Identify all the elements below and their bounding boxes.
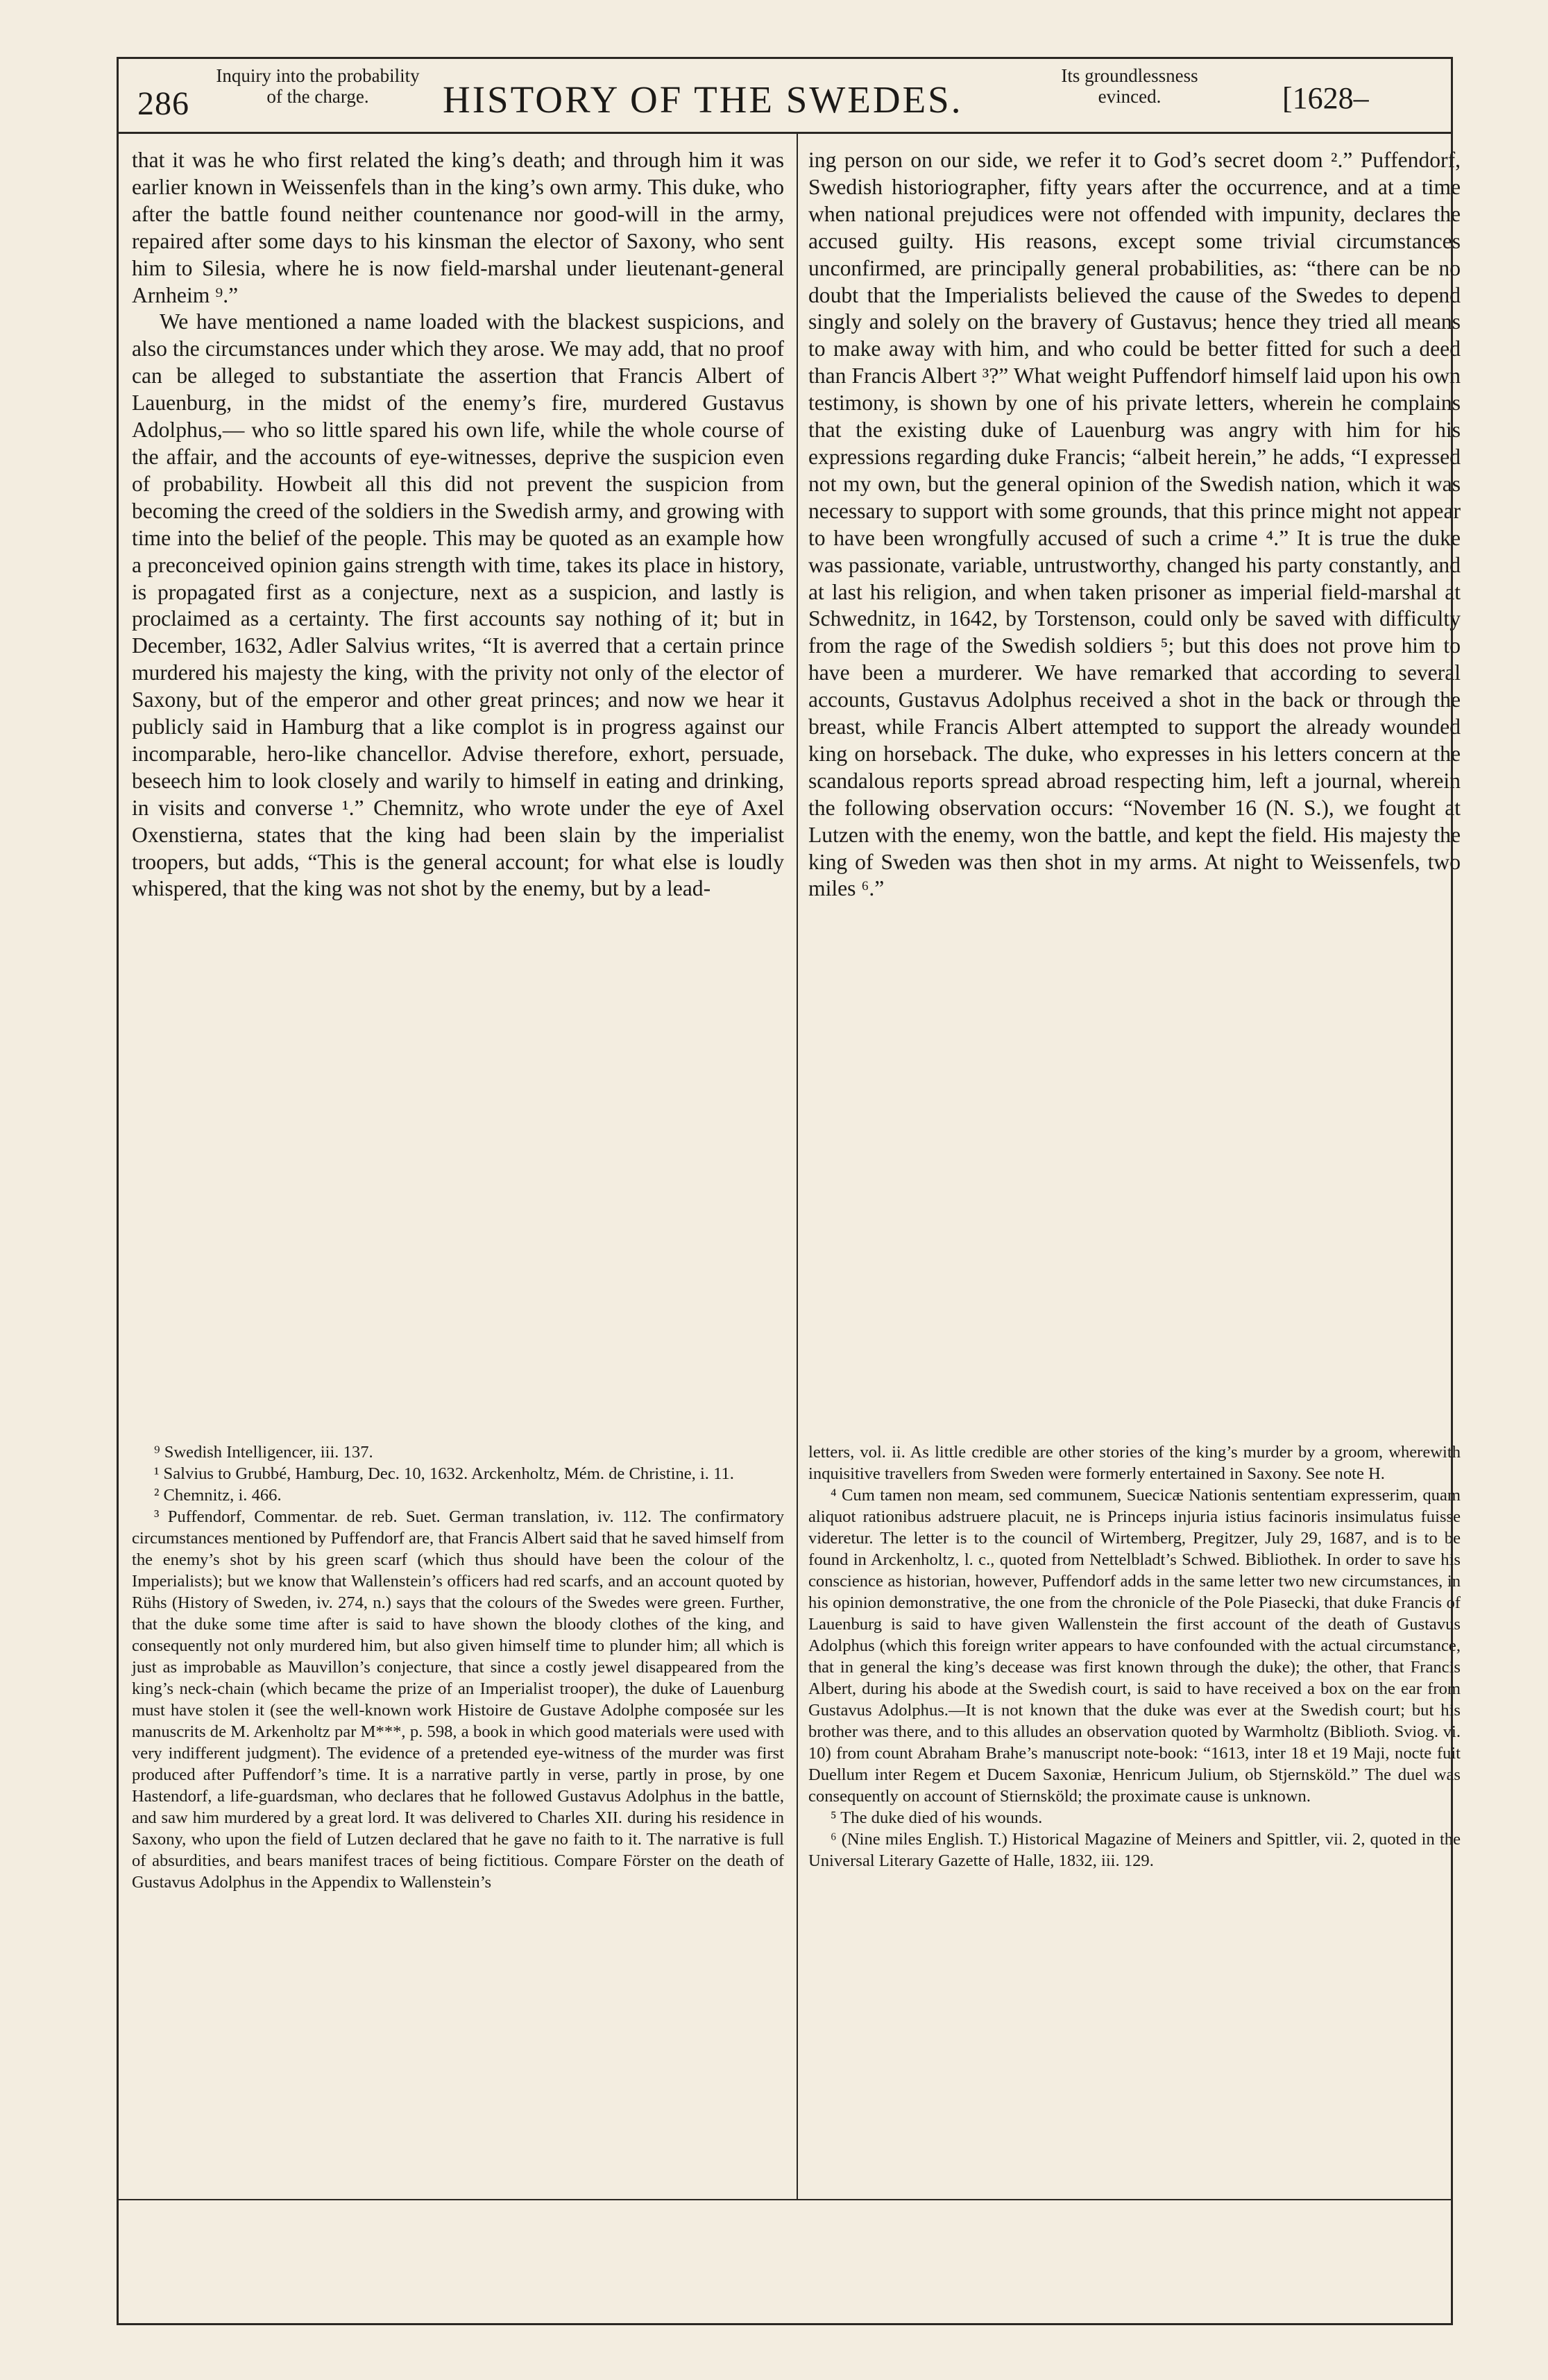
running-title: HISTORY OF THE SWEDES. (443, 78, 963, 121)
bottom-rule (117, 2199, 1453, 2200)
footnote-2: ² Chemnitz, i. 466. (154, 1486, 282, 1505)
footnote-9: ⁹ Swedish Intelligencer, iii. 137. (154, 1443, 373, 1462)
running-header (117, 57, 1453, 132)
right-note-line2: evinced. (1098, 86, 1162, 107)
footnote-3-continued: letters, vol. ii. As little credible are other stories of the king’s murder by a groom, wherewith inquisitive travellers from Sweden were formerly entertained in Saxony. See note H. (808, 1443, 1461, 1483)
header-rule (117, 132, 1453, 134)
left-footnotes (132, 1441, 784, 1893)
right-marginal-note (1019, 65, 1241, 107)
footnote-3: ³ Puffendorf, Commentar. de reb. Suet. German translation, iv. 112. The confirmatory circumstances mentioned by Puffendorf are, that Francis Albert said that he saved himself from the enemy’s shot by his green scarf (which thus should have been the colour of the Imperialists); but we know that Wallenstein’s officers had red scarfs, and an account quoted by Rühs (History of Sweden, iv. 274, n.) says that the colours of the Swedes were green. Further, that the duke some time after is said to have shown the bloody clothes of the king, and consequently not only murdered him, but also given himself time to plunder him; all which is just as improbable as Mauvillon’s conjecture, that since a costly jewel disappeared from the king’s neck-chain (which became the prize of an Imperialist trooper), the duke of Lauenburg must have stolen it (see the well-known work Histoire de Gustave Adolphe composée sur les manuscrits de M. Arkenholtz par M***, p. 598, a book in which good materials were used with very indifferent judgment). The evidence of a pretended eye-witness of the murder was first produced after Puffendorf’s time. It is a narrative partly in verse, partly in prose, by one Hastendorf, a life-guardsman, who declares that he followed Gustavus Adolphus in the battle, and saw him murdered by a great lord. It was delivered to Charles XII. during his residence in Saxony, who upon the field of Lutzen declared that he gave no faith to it. The narrative is full of absurdities, and bears manifest traces of being fictitious. Compare Förster on the death of Gustavus Adolphus in the Appendix to Wallenstein’s (132, 1507, 784, 1892)
left-paragraph-1: that it was he who first related the king’s death; and through him it was earlier known in Weissenfels than in the king’s own army. This duke, who after the battle found neither countenance nor good-will in the army, repaired after some days to his kinsman the elector of Saxony, who sent him to Silesia, where he is now field-marshal under lieutenant-general Arnheim ⁹.” (132, 148, 784, 307)
left-marginal-note (214, 65, 422, 107)
footnote-4: ⁴ Cum tamen non meam, sed communem, Suecicæ Nationis sententiam expresserim, quam aliquot rationibus adstruere placuit, ne is Princeps injuria istius facinoris insimulatus fuisse videretur. The letter is to the council of Wirtemberg, Pregitzer, July 29, 1687, and is to be found in Arckenholtz, l. c., quoted from Nettelbladt’s Schwed. Bibliothek. In order to save his conscience as historian, however, Puffendorf adds in the same letter two new circumstances, in his opinion demonstrative, the one from the chronicle of the Pole Piasecki, that duke Francis of Lauenburg is said to have given Wallenstein the first account of the death of Gustavus Adolphus (which this foreign writer appears to have confounded with the actual circumstance, that in general the king’s decease was first known through the duke); the other, that Francis Albert, during his abode at the Swedish court, is said to have received a box on the ear from Gustavus Adolphus.—It is not known that the duke was ever at the Swedish court; but his brother was there, and to this alludes an observation quoted by Warmholtz (Biblioth. Sviog. vi. 10) from count Abraham Brahe’s manuscript note-book: “1613, inter 18 et 19 Maji, nocte fuit Duellum inter Regem et Ducem Saxoniæ, Henricum Julium, ob Stjernsköld.” The duel was consequently on account of Stiernsköld; the proximate cause is unknown. (808, 1486, 1461, 1806)
footnote-1: ¹ Salvius to Grubbé, Hamburg, Dec. 10, 1632. Arckenholtz, Mém. de Christine, i. 11. (154, 1464, 734, 1483)
right-column (808, 147, 1461, 2200)
left-paragraph-2: We have mentioned a name loaded with the blackest suspicions, and also the circumstances under which they arose. We may add, that no proof can be alleged to substantiate the assertion that Francis Albert of Lauenburg, in the midst of the enemy’s fire, murdered Gustavus Adolphus,— who so little spared his own life, while the whole course of the affair, and the accounts of eye-witnesses, deprive the suspicion even of probability. Howbeit all this did not prevent the suspicion from becoming the creed of the soldiers in the Swedish army, and growing with time into the belief of the people. This may be quoted as an example how a preconceived opinion gains strength with time, takes its place in history, is propagated first as a conjecture, next as a suspicion, and lastly is proclaimed as a certainty. The first accounts say nothing of it; but in December, 1632, Adler Salvius writes, “It is averred that a certain prince murdered his majesty the king, with the privity not only of the elector of Saxony, but of the emperor and other great princes; and now we hear it publicly said in Hamburg that a like complot is in progress against our incomparable, hero-like chancellor. Advise therefore, exhort, persuade, beseech him to look closely and warily to himself in eating and drinking, in visits and converse ¹.” Chemnitz, who wrote under the eye of Axel Oxenstierna, states that the king had been slain by the imperialist troopers, but adds, “This is the general account; for what else is loudly whispered, that the king was not shot by the enemy, but by a lead- (132, 309, 784, 901)
column-divider (797, 132, 798, 2199)
right-note-line1: Its groundlessness (1061, 65, 1198, 86)
year-range: [1628– (1282, 81, 1369, 115)
left-note-line2: of the charge. (266, 86, 369, 107)
left-note-line1: Inquiry into the probability (216, 65, 420, 86)
right-paragraph-1: ing person on our side, we refer it to God’s secret doom ².” Puffendorf, Swedish historiographer, fifty years after the occurrence, and at a time when national prejudices were not offended with impunity, declares the accused guilty. His reasons, except some trivial circumstances unconfirmed, are principally general probabilities, as: “there can be no doubt that the Imperialists believed the cause of the Swedes to depend singly and solely on the bravery of Gustavus; hence they tried all means to make away with him, and who could be better fitted for such a deed than Francis Albert ³?” What weight Puffendorf himself laid upon his own testimony, is shown by one of his private letters, wherein he complains that the existing duke of Lauenburg was angry with him for his expressions regarding duke Francis; “albeit herein,” he adds, “I expressed not my own, but the general opinion of the Swedish nation, which it was necessary to support with some grounds, that this prince might not appear to have been wrongfully accused of such a crime ⁴.” It is true the duke was passionate, variable, untrustworthy, changed his party constantly, and at last his religion, and when taken prisoner as imperial field-marshal at Schwednitz, in 1642, by Torstenson, could only be saved with difficulty from the rage of the Swedish soldiers ⁵; but this does not prove him to have been a murderer. We have remarked that according to several accounts, Gustavus Adolphus received a shot in the back or through the breast, while Francis Albert attempted to support the already wounded king on horseback. The duke, who expresses in his letters concern at the scandalous reports spread abroad respecting him, left a journal, wherein the following observation occurs: “November 16 (N. S.), we fought at Lutzen with the enemy, won the battle, and kept the field. His majesty the king of Sweden was then shot in my arms. At night to Weissenfels, two miles ⁶.” (808, 148, 1461, 901)
footnote-6: ⁶ (Nine miles English. T.) Historical Magazine of Meiners and Spittler, vii. 2, quoted in the Universal Literary Gazette of Halle, 1832, iii. 129. (808, 1830, 1461, 1870)
left-paragraph-2-wrap (132, 309, 784, 902)
page-number: 286 (137, 85, 189, 122)
right-footnotes (808, 1441, 1461, 1872)
footnote-5: ⁵ The duke died of his wounds. (831, 1808, 1043, 1827)
